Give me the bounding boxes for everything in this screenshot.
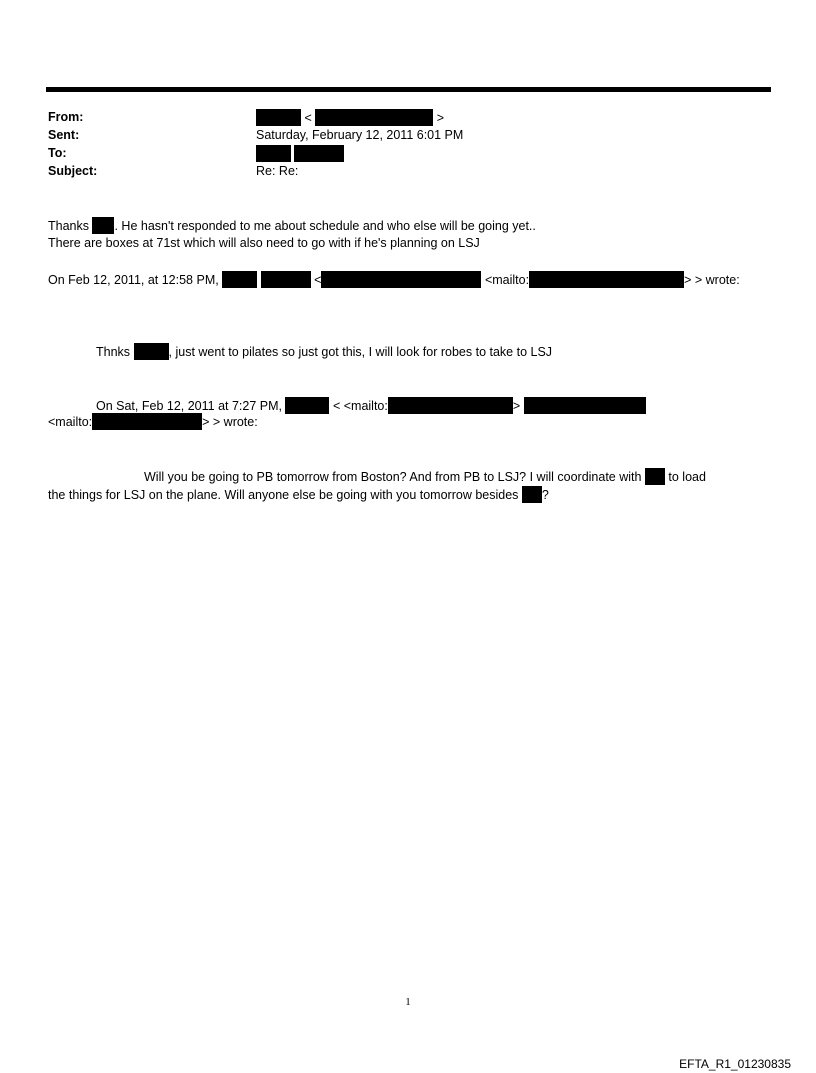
redaction	[524, 397, 646, 414]
redaction	[294, 145, 344, 162]
text: , just went to pilates so just got this, I will look for robes to take to LSJ	[168, 345, 553, 359]
redaction	[92, 217, 114, 234]
text: On Sat, Feb 12, 2011 at 7:27 PM,	[96, 399, 282, 413]
text: <mailto:	[484, 273, 530, 287]
quote-header-2	[96, 397, 646, 414]
redaction	[222, 271, 257, 288]
sent-label: Sent:	[48, 128, 80, 142]
from-value	[256, 109, 444, 126]
redaction	[388, 397, 513, 414]
from-close: >	[436, 111, 445, 125]
subject-label: Subject:	[48, 164, 98, 178]
document-id: EFTA_R1_01230835	[679, 1057, 791, 1071]
quote-header-2-cont	[48, 413, 258, 430]
redaction	[256, 145, 291, 162]
body-line-2: There are boxes at 71st which will also need to go with if he's planning on LSJ	[48, 236, 480, 250]
to-label: To:	[48, 146, 67, 160]
redaction	[522, 486, 542, 503]
page-number: 1	[405, 996, 411, 1008]
redaction	[315, 109, 433, 126]
message-line-2	[48, 486, 549, 503]
text: <	[314, 273, 322, 287]
redaction	[92, 413, 202, 430]
text: to load	[664, 470, 706, 484]
redaction	[321, 271, 481, 288]
text: On Feb 12, 2011, at 12:58 PM,	[48, 273, 219, 287]
message-line-1	[144, 468, 706, 485]
text: the things for LSJ on the plane. Will anyone else be going with you tomorrow besides	[48, 488, 522, 502]
sent-value: Saturday, February 12, 2011 6:01 PM	[256, 128, 464, 142]
text: > > wrote:	[684, 273, 740, 287]
text: ?	[541, 488, 549, 502]
text: >	[512, 399, 521, 413]
redaction	[285, 397, 329, 414]
redaction	[529, 271, 684, 288]
redaction	[134, 343, 169, 360]
text: > > wrote:	[202, 415, 258, 429]
text: Thanks	[48, 219, 93, 233]
from-label: From:	[48, 110, 84, 124]
text: Will you be going to PB tomorrow from Boston? And from PB to LSJ? I will coordinate with	[144, 470, 645, 484]
body-line-1	[48, 217, 536, 234]
redaction	[261, 271, 311, 288]
subject-value: Re: Re:	[256, 164, 299, 178]
redaction	[256, 109, 301, 126]
quote-header-1	[48, 271, 740, 288]
from-open: <	[304, 111, 312, 125]
text: Thnks	[96, 345, 134, 359]
header-rule	[46, 87, 771, 92]
redaction	[645, 468, 665, 485]
text: . He hasn't responded to me about schedule and who else will be going yet..	[114, 219, 536, 233]
text: < <mailto:	[332, 399, 388, 413]
text: <mailto:	[48, 415, 93, 429]
reply-line	[96, 343, 552, 360]
to-value	[256, 145, 344, 162]
